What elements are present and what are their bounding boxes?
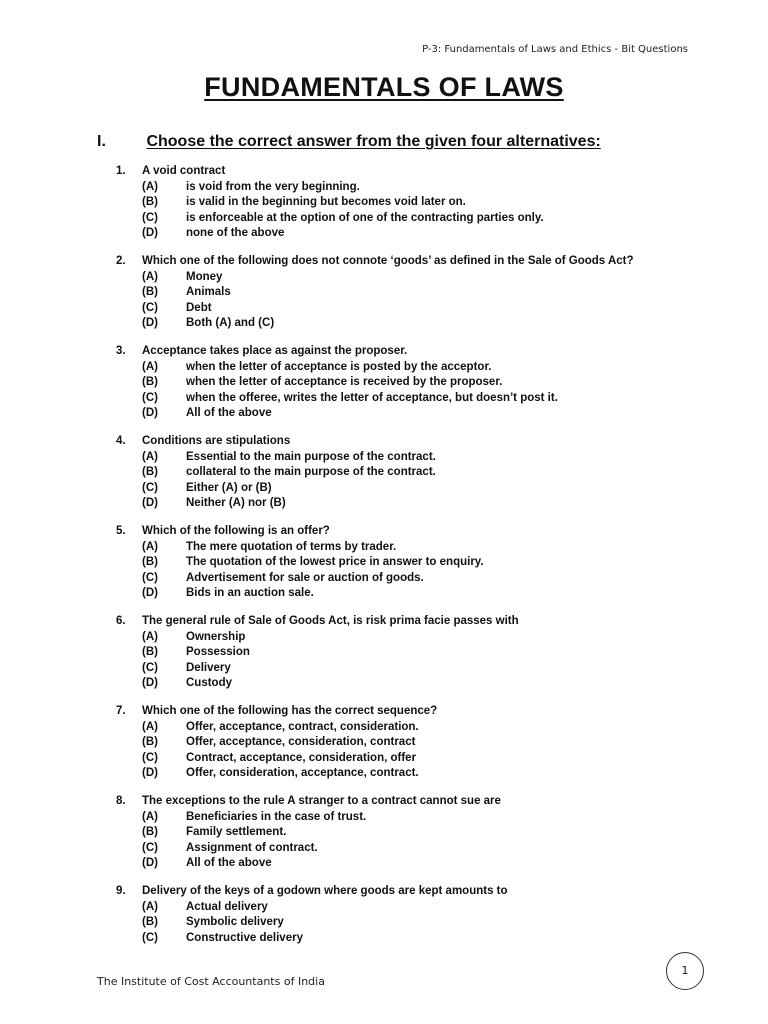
option-text: Offer, consideration, acceptance, contract. bbox=[186, 767, 419, 779]
option-text: Possession bbox=[186, 646, 250, 658]
option-item bbox=[142, 226, 716, 242]
option-text: is enforceable at the option of one of the contracting parties only. bbox=[186, 211, 544, 224]
option-letter: (D) bbox=[142, 587, 158, 599]
question-item bbox=[116, 344, 716, 422]
question-text: Which one of the following does not connote ‘goods’ as defined in the Sale of Goods Act? bbox=[142, 255, 634, 267]
option-item bbox=[142, 720, 716, 736]
question-line bbox=[116, 704, 716, 720]
option-letter: (B) bbox=[142, 826, 158, 838]
question-number: 1. bbox=[116, 165, 126, 177]
option-text: none of the above bbox=[186, 227, 285, 239]
option-text: Neither (A) nor (B) bbox=[186, 497, 286, 509]
question-item bbox=[116, 524, 716, 602]
option-item bbox=[142, 751, 716, 767]
option-letter: (B) bbox=[142, 376, 158, 388]
running-header: P-3: Fundamentals of Laws and Ethics - Bit Questions bbox=[422, 44, 688, 55]
option-item bbox=[142, 375, 716, 391]
option-text: Animals bbox=[186, 286, 231, 298]
option-text: Symbolic delivery bbox=[186, 916, 284, 928]
option-text: Beneficiaries in the case of trust. bbox=[186, 810, 367, 823]
option-text: All of the above bbox=[186, 407, 272, 419]
option-text: Delivery bbox=[186, 661, 231, 674]
option-item bbox=[142, 661, 716, 677]
question-line bbox=[116, 884, 716, 900]
question-number: 9. bbox=[116, 885, 126, 897]
option-letter: (B) bbox=[142, 196, 158, 208]
section-heading bbox=[97, 133, 601, 151]
option-letter: (C) bbox=[142, 931, 158, 944]
option-item bbox=[142, 586, 716, 602]
option-item bbox=[142, 316, 716, 332]
option-text: Advertisement for sale or auction of goods. bbox=[186, 571, 424, 584]
option-letter: (C) bbox=[142, 481, 158, 494]
option-text: The quotation of the lowest price in answer to enquiry. bbox=[186, 556, 484, 568]
question-line bbox=[116, 434, 716, 450]
option-item bbox=[142, 211, 716, 227]
option-item bbox=[142, 571, 716, 587]
option-item bbox=[142, 195, 716, 211]
question-number: 6. bbox=[116, 615, 126, 627]
option-item bbox=[142, 841, 716, 857]
option-letter: (A) bbox=[142, 900, 158, 913]
option-text: is void from the very beginning. bbox=[186, 180, 360, 193]
question-number: 2. bbox=[116, 255, 126, 267]
option-text: when the letter of acceptance is posted by the acceptor. bbox=[186, 360, 492, 373]
section-number: I. bbox=[97, 133, 106, 150]
option-item bbox=[142, 465, 716, 481]
option-text: The mere quotation of terms by trader. bbox=[186, 540, 397, 553]
option-item bbox=[142, 856, 716, 872]
option-text: Either (A) or (B) bbox=[186, 481, 272, 494]
question-text: Which of the following is an offer? bbox=[142, 525, 330, 537]
option-item bbox=[142, 766, 716, 782]
question-line bbox=[116, 164, 716, 180]
option-letter: (A) bbox=[142, 360, 158, 373]
option-text: when the letter of acceptance is received by the proposer. bbox=[186, 376, 503, 388]
option-item bbox=[142, 825, 716, 841]
option-letter: (C) bbox=[142, 211, 158, 224]
section-instruction: Choose the correct answer from the given four alternatives: bbox=[146, 133, 601, 150]
option-item bbox=[142, 810, 716, 826]
question-item bbox=[116, 254, 716, 332]
option-letter: (D) bbox=[142, 497, 158, 509]
option-item bbox=[142, 496, 716, 512]
option-letter: (A) bbox=[142, 540, 158, 553]
option-letter: (B) bbox=[142, 916, 158, 928]
question-item bbox=[116, 884, 716, 946]
question-line bbox=[116, 524, 716, 540]
option-text: Ownership bbox=[186, 630, 246, 643]
option-text: Assignment of contract. bbox=[186, 841, 318, 854]
option-item bbox=[142, 630, 716, 646]
option-text: Offer, acceptance, consideration, contract bbox=[186, 736, 416, 748]
page-number: 1 bbox=[666, 952, 704, 990]
question-text: Conditions are stipulations bbox=[142, 435, 291, 447]
option-letter: (B) bbox=[142, 286, 158, 298]
question-text: The exceptions to the rule A stranger to a contract cannot sue are bbox=[142, 795, 501, 807]
option-letter: (D) bbox=[142, 677, 158, 689]
option-letter: (B) bbox=[142, 466, 158, 478]
question-text: Acceptance takes place as against the proposer. bbox=[142, 345, 408, 357]
option-text: Offer, acceptance, contract, consideration. bbox=[186, 720, 419, 733]
option-letter: (D) bbox=[142, 317, 158, 329]
question-number: 8. bbox=[116, 795, 126, 807]
option-letter: (C) bbox=[142, 391, 158, 404]
option-text: is valid in the beginning but becomes void later on. bbox=[186, 196, 466, 208]
page-title: FUNDAMENTALS OF LAWS bbox=[204, 72, 564, 102]
option-letter: (A) bbox=[142, 720, 158, 733]
option-letter: (C) bbox=[142, 661, 158, 674]
option-item bbox=[142, 481, 716, 497]
option-text: Both (A) and (C) bbox=[186, 317, 275, 329]
option-item bbox=[142, 301, 716, 317]
option-letter: (B) bbox=[142, 736, 158, 748]
option-letter: (B) bbox=[142, 646, 158, 658]
option-item bbox=[142, 285, 716, 301]
question-item bbox=[116, 164, 716, 242]
question-item bbox=[116, 614, 716, 692]
option-item bbox=[142, 270, 716, 286]
option-item bbox=[142, 900, 716, 916]
option-item bbox=[142, 735, 716, 751]
question-text: Which one of the following has the correct sequence? bbox=[142, 705, 438, 717]
option-letter: (A) bbox=[142, 180, 158, 193]
option-item bbox=[142, 645, 716, 661]
option-text: Money bbox=[186, 270, 223, 283]
option-item bbox=[142, 360, 716, 376]
option-letter: (D) bbox=[142, 857, 158, 869]
option-letter: (D) bbox=[142, 767, 158, 779]
option-text: Bids in an auction sale. bbox=[186, 587, 314, 599]
option-letter: (C) bbox=[142, 751, 158, 764]
option-item bbox=[142, 676, 716, 692]
option-item bbox=[142, 915, 716, 931]
option-text: All of the above bbox=[186, 857, 272, 869]
option-letter: (A) bbox=[142, 630, 158, 643]
question-text: A void contract bbox=[142, 165, 226, 177]
question-line bbox=[116, 344, 716, 360]
option-letter: (A) bbox=[142, 270, 158, 283]
option-letter: (C) bbox=[142, 301, 158, 314]
option-item bbox=[142, 540, 716, 556]
question-line bbox=[116, 794, 716, 810]
option-letter: (C) bbox=[142, 571, 158, 584]
option-letter: (A) bbox=[142, 450, 158, 463]
question-number: 4. bbox=[116, 435, 126, 447]
option-text: Actual delivery bbox=[186, 900, 268, 913]
option-text: Debt bbox=[186, 301, 212, 314]
question-item bbox=[116, 434, 716, 512]
option-item bbox=[142, 391, 716, 407]
option-letter: (D) bbox=[142, 407, 158, 419]
option-item bbox=[142, 450, 716, 466]
question-line bbox=[116, 614, 716, 630]
question-number: 5. bbox=[116, 525, 126, 537]
question-text: Delivery of the keys of a godown where goods are kept amounts to bbox=[142, 885, 508, 897]
question-number: 3. bbox=[116, 345, 126, 357]
option-item bbox=[142, 406, 716, 422]
option-text: collateral to the main purpose of the contract. bbox=[186, 466, 436, 478]
option-letter: (C) bbox=[142, 841, 158, 854]
question-list bbox=[116, 164, 716, 959]
option-text: Essential to the main purpose of the contract. bbox=[186, 450, 436, 463]
option-text: Contract, acceptance, consideration, offer bbox=[186, 751, 417, 764]
option-item bbox=[142, 931, 716, 947]
option-item bbox=[142, 555, 716, 571]
question-line bbox=[116, 254, 716, 270]
question-number: 7. bbox=[116, 705, 126, 717]
option-text: Constructive delivery bbox=[186, 931, 303, 944]
question-item bbox=[116, 794, 716, 872]
option-letter: (A) bbox=[142, 810, 158, 823]
question-text: The general rule of Sale of Goods Act, is risk prima facie passes with bbox=[142, 615, 519, 627]
option-item bbox=[142, 180, 716, 196]
option-letter: (D) bbox=[142, 227, 158, 239]
footer-institute: The Institute of Cost Accountants of India bbox=[97, 975, 325, 988]
question-item bbox=[116, 704, 716, 782]
option-text: Family settlement. bbox=[186, 826, 287, 838]
option-letter: (B) bbox=[142, 556, 158, 568]
option-text: Custody bbox=[186, 677, 232, 689]
option-text: when the offeree, writes the letter of acceptance, but doesn’t post it. bbox=[186, 391, 558, 404]
